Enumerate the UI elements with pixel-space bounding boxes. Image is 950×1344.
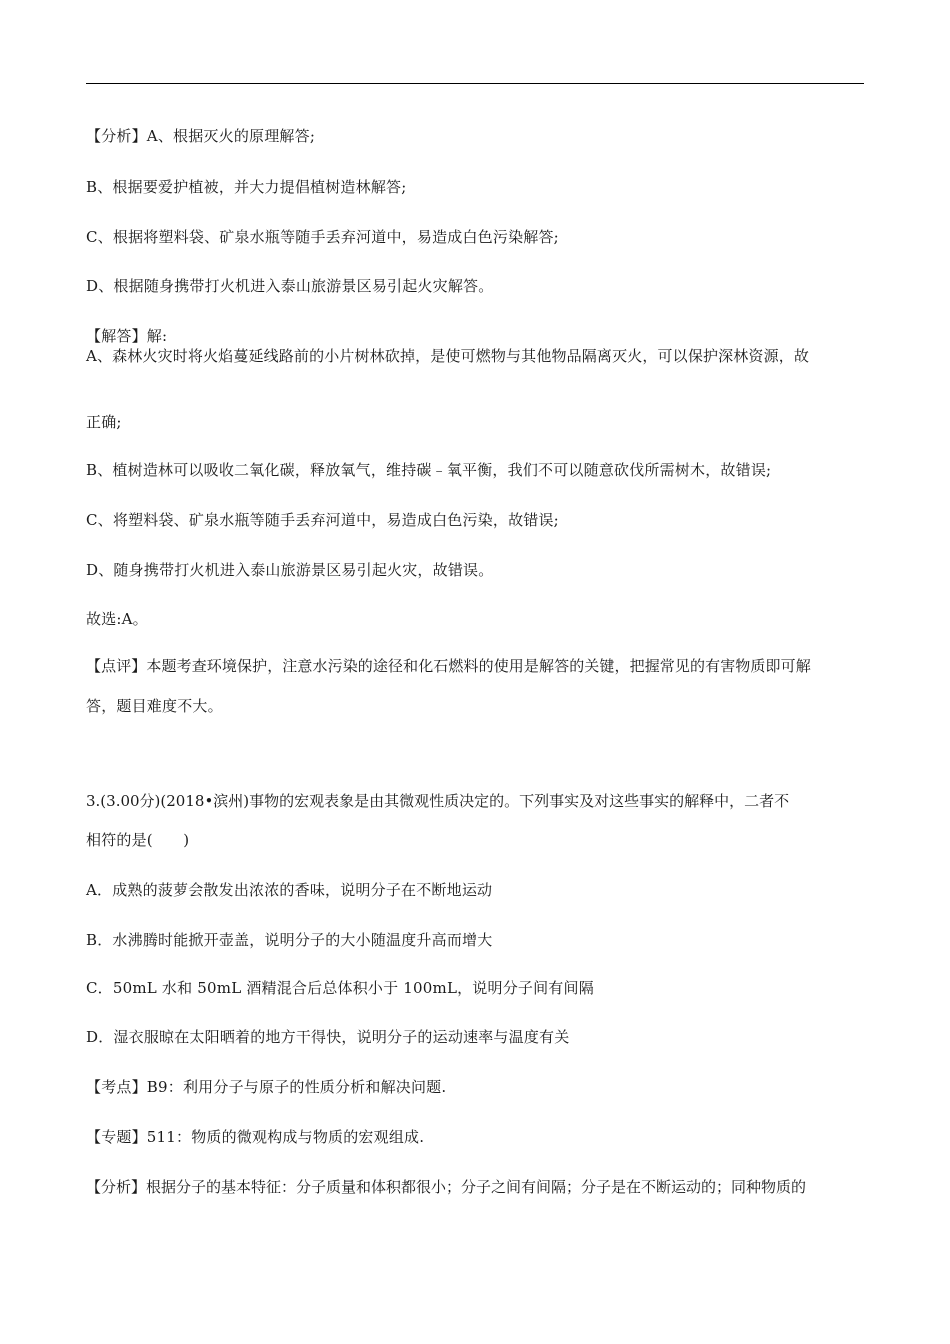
analysis-heading: 【分析】A、根据灭火的原理解答; bbox=[86, 127, 316, 145]
question-3-option-b: B．水沸腾时能掀开壶盖，说明分子的大小随温度升高而增大 bbox=[86, 931, 493, 949]
question-3-stem-line-2: 相符的是( ) bbox=[86, 831, 190, 849]
question-3-zhuanti: 【专题】511：物质的微观构成与物质的宏观组成. bbox=[86, 1128, 425, 1146]
solution-item-c: C、将塑料袋、矿泉水瓶等随手丢弃河道中，易造成白色污染，故错误; bbox=[86, 511, 559, 529]
question-3-stem-line-1: 3.(3.00分)(2018•滨州)事物的宏观表象是由其微观性质决定的。下列事实及对这些事实的解释中，二者不 bbox=[86, 792, 790, 810]
question-3-option-c: C．50mL 水和 50mL 酒精混合后总体积小于 100mL，说明分子间有间隔 bbox=[86, 979, 594, 997]
solution-item-b: B、植树造林可以吸收二氧化碳，释放氧气，维持碳﹣氧平衡，我们不可以随意砍伐所需树木，故错误; bbox=[86, 461, 772, 479]
analysis-item-d: D、根据随身携带打火机进入泰山旅游景区易引起火灾解答。 bbox=[86, 277, 494, 295]
question-3-kaodian: 【考点】B9：利用分子与原子的性质分析和解决问题. bbox=[86, 1078, 447, 1096]
analysis-item-b: B、根据要爱护植被，并大力提倡植树造林解答; bbox=[86, 178, 407, 196]
solution-item-a-line-2: 正确; bbox=[86, 413, 122, 431]
solution-heading: 【解答】解: bbox=[86, 327, 168, 345]
question-3-analysis: 【分析】根据分子的基本特征：分子质量和体积都很小；分子之间有间隔；分子是在不断运动的；同种物质的 bbox=[86, 1178, 807, 1196]
comment-line-1: 【点评】本题考查环境保护，注意水污染的途径和化石燃料的使用是解答的关键，把握常见的有害物质即可解 bbox=[86, 657, 811, 675]
header-rule bbox=[86, 83, 864, 84]
comment-line-2: 答，题目难度不大。 bbox=[86, 697, 223, 715]
solution-item-d: D、随身携带打火机进入泰山旅游景区易引起火灾，故错误。 bbox=[86, 561, 494, 579]
solution-item-a-line-1: A、森林火灾时将火焰蔓延线路前的小片树林砍掉，是使可燃物与其他物品隔离灭火，可以保护深林资源，故 bbox=[86, 347, 810, 365]
question-3-option-a: A．成熟的菠萝会散发出浓浓的香味，说明分子在不断地运动 bbox=[86, 881, 493, 899]
solution-choice: 故选:A。 bbox=[86, 610, 148, 628]
analysis-item-c: C、根据将塑料袋、矿泉水瓶等随手丢弃河道中，易造成白色污染解答; bbox=[86, 228, 559, 246]
question-3-option-d: D．湿衣服晾在太阳晒着的地方干得快，说明分子的运动速率与温度有关 bbox=[86, 1028, 570, 1046]
